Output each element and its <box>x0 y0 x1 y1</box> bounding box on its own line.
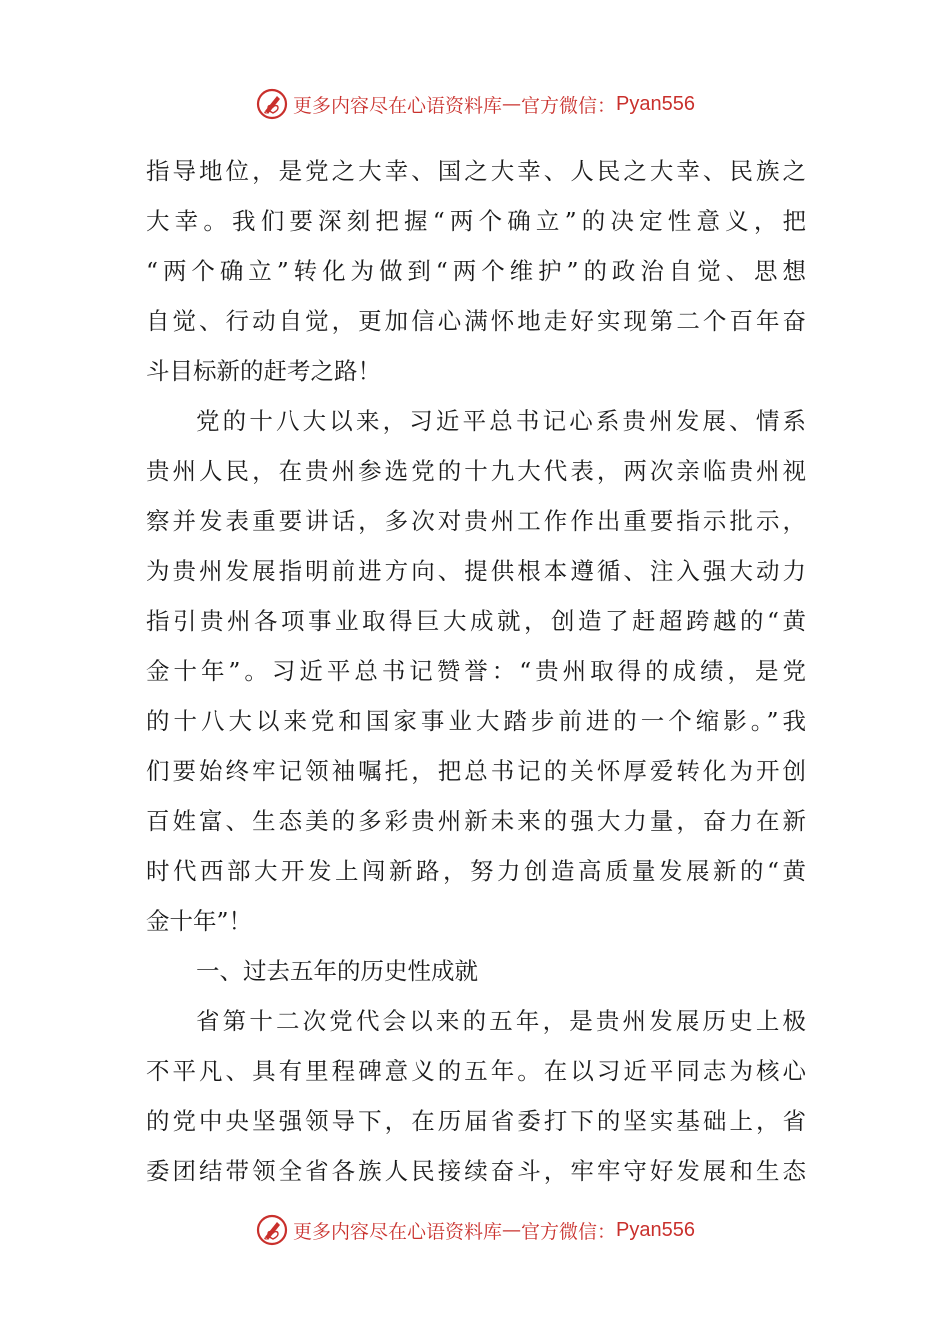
body-line: 斗目标新的赶考之路！ <box>146 357 381 385</box>
body-line: 自觉、行动自觉，更加信心满怀地走好实现第二个百年奋 <box>146 307 806 335</box>
body-line: 党的十八大以来，习近平总书记心系贵州发展、情系 <box>196 407 806 435</box>
body-line: 指引贵州各项事业取得巨大成就，创造了赶超跨越的“黄 <box>146 607 806 635</box>
section-heading: 一、过去五年的历史性成就 <box>196 957 478 985</box>
body-line: 的党中央坚强领导下，在历届省委打下的坚实基础上，省 <box>146 1107 806 1135</box>
pen-heart-logo-icon <box>255 1213 289 1247</box>
watermark-wechat-label: 官方微信： <box>521 94 617 117</box>
body-line: 不平凡、具有里程碑意义的五年。在以习近平同志为核心 <box>146 1057 806 1085</box>
document-body <box>146 146 806 1196</box>
body-line: 金十年”。习近平总书记赞誉：“贵州取得的成绩，是党 <box>146 657 806 685</box>
header-watermark <box>0 84 950 124</box>
body-line: 大幸。我们要深刻把握“两个确立”的决定性意义，把 <box>146 207 806 235</box>
watermark-dash: — <box>502 1219 522 1241</box>
watermark-wechat-id: Pyan556 <box>616 92 695 115</box>
watermark-library-text: 更多内容尽在心语资料库 <box>293 94 503 117</box>
watermark-wechat-label: 官方微信： <box>521 1220 617 1243</box>
body-line: 省第十二次党代会以来的五年，是贵州发展历史上极 <box>196 1007 806 1035</box>
body-line: 贵州人民，在贵州参选党的十九大代表，两次亲临贵州视 <box>146 457 806 485</box>
watermark-library-text: 更多内容尽在心语资料库 <box>293 1220 503 1243</box>
body-line: 金十年”！ <box>146 907 253 935</box>
footer-watermark <box>0 1210 950 1250</box>
body-line: 委团结带领全省各族人民接续奋斗，牢牢守好发展和生态 <box>146 1157 806 1185</box>
watermark-dash: — <box>502 93 522 115</box>
pen-heart-logo-icon <box>255 87 289 121</box>
body-line: 察并发表重要讲话，多次对贵州工作作出重要指示批示， <box>146 507 806 535</box>
body-line: 的十八大以来党和国家事业大踏步前进的一个缩影。”我 <box>146 707 806 735</box>
watermark-wechat-id: Pyan556 <box>616 1218 695 1241</box>
body-line: 指导地位，是党之大幸、国之大幸、人民之大幸、民族之 <box>146 157 806 185</box>
body-line: 们要始终牢记领袖嘱托，把总书记的关怀厚爱转化为开创 <box>146 757 806 785</box>
body-line: 为贵州发展指明前进方向、提供根本遵循、注入强大动力 <box>146 557 806 585</box>
body-line: 百姓富、生态美的多彩贵州新未来的强大力量，奋力在新 <box>146 807 806 835</box>
body-line: “两个确立”转化为做到“两个维护”的政治自觉、思想 <box>146 257 806 285</box>
body-line: 时代西部大开发上闯新路，努力创造高质量发展新的“黄 <box>146 857 806 885</box>
